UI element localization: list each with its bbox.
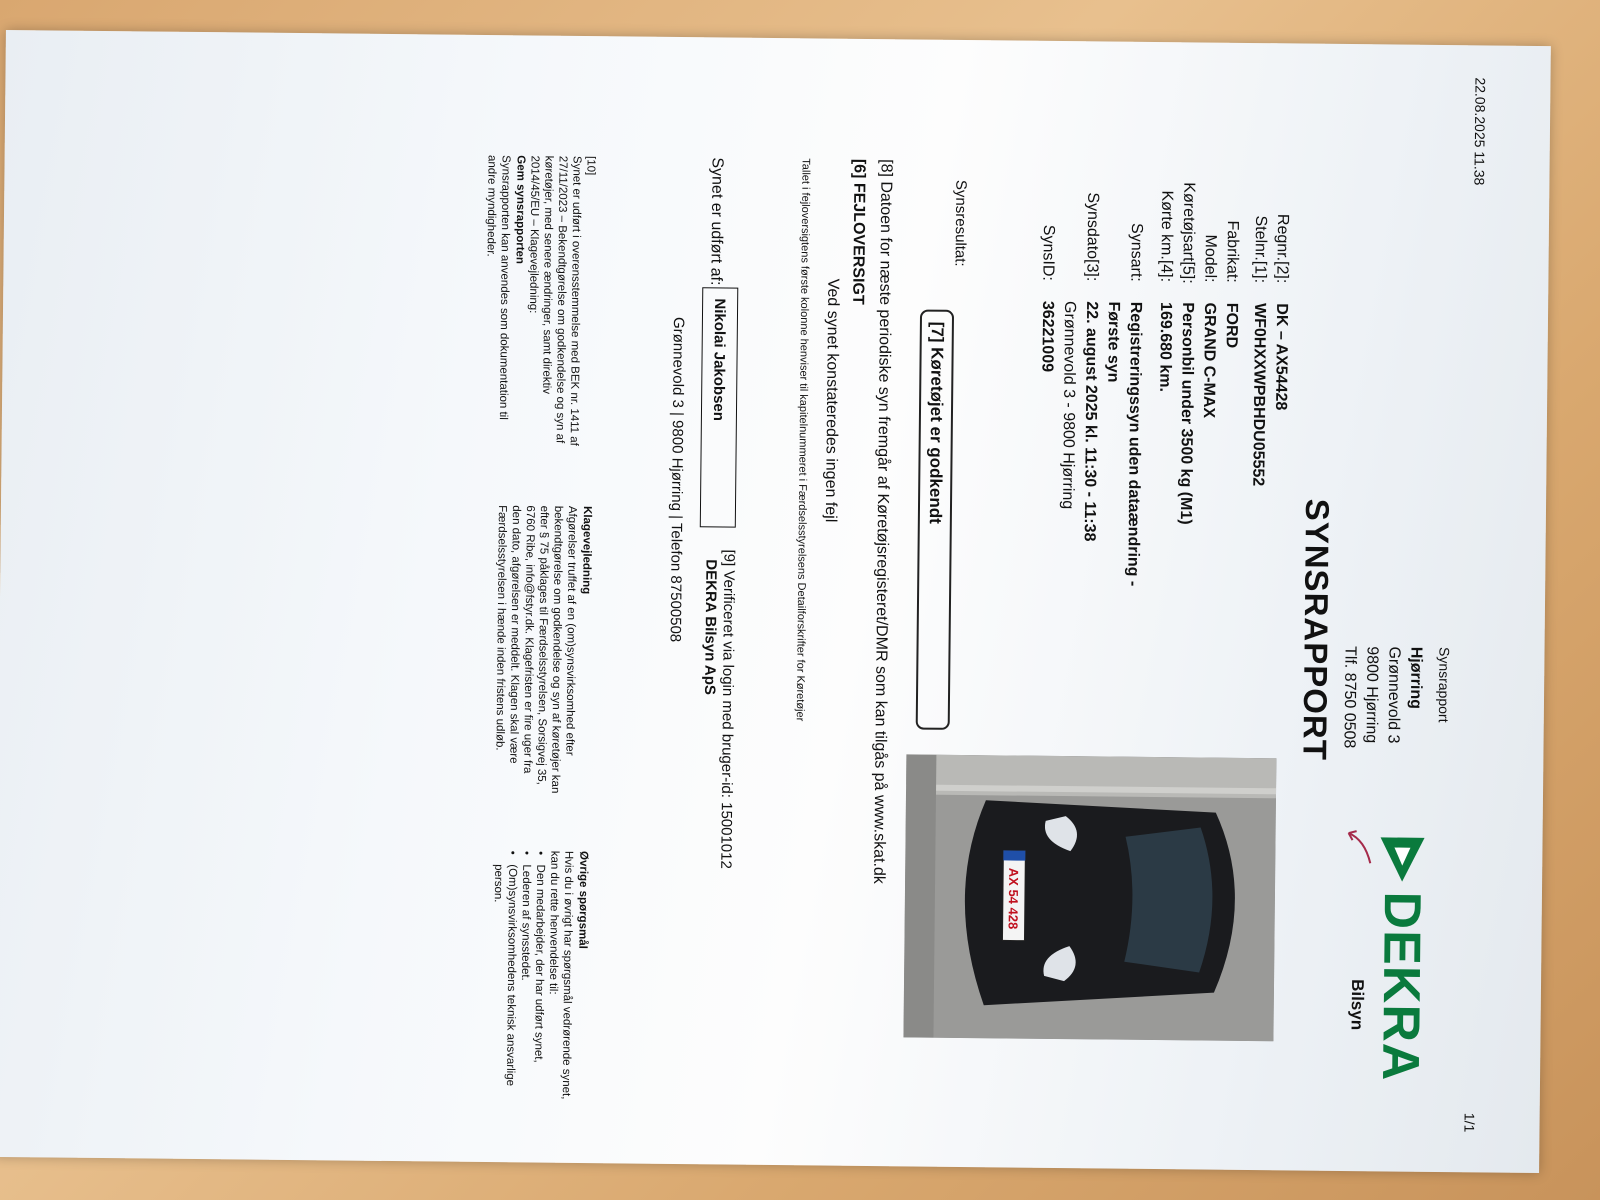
branch-address xyxy=(1337,646,1426,749)
footer-complaint-heading: Klagevejledning xyxy=(580,505,593,595)
company-name: DEKRA Bilsyn ApS xyxy=(701,559,720,696)
dekra-triangle-icon xyxy=(1376,833,1429,886)
synsdato-value: 22. august 2025 kl. 11:30 - 11:38 xyxy=(1080,301,1101,542)
synsart-label: Synsart: xyxy=(1127,223,1145,282)
inspector-label: Synet er udført af: xyxy=(707,157,726,286)
synssted-value: Grønnevold 3 - 9800 Hjørring xyxy=(1058,301,1079,510)
list-item: • Den medarbejder, der har udført synet, xyxy=(531,865,547,1101)
synsid-label: SynsID: xyxy=(1039,224,1057,281)
fabrikat-label: Fabrikat: xyxy=(1223,220,1242,283)
synsart-value-line2: Første syn xyxy=(1104,301,1123,383)
print-timestamp: 22.08.2025 11.38 xyxy=(1471,77,1489,186)
footer-questions-heading: Øvrige spørgsmål xyxy=(576,850,590,949)
stelnr-label: Stelnr.[1]: xyxy=(1251,215,1270,284)
inspector-name-box: Nikolai Jakobsen xyxy=(700,287,739,527)
footer-ref: [10] xyxy=(584,156,597,176)
synsart-value-line1: Registreringssyn uden dataændring - xyxy=(1124,301,1145,587)
footer-save-text: Synsrapporten kan anvendes som dokumentation til andre myndigheder. xyxy=(484,154,512,420)
verification-text xyxy=(698,549,737,869)
car-front-image xyxy=(903,754,1276,1041)
header-small-title: Synsrapport xyxy=(1435,646,1453,723)
vehicle-photo xyxy=(903,754,1276,1041)
paper xyxy=(0,30,1551,1173)
stelnr-value: WF0HXXWPBHDU05552 xyxy=(1249,302,1269,487)
footer-column-complaints xyxy=(492,505,594,796)
fabrikat-value: FORD xyxy=(1222,302,1241,349)
document-sheet xyxy=(0,30,1551,1173)
result-label: Synsresultat: xyxy=(951,179,970,267)
footer-questions-text: Hvis du i øvrigt har spørgsmål vedrørende synet, kan du rette henvendelse til: xyxy=(546,850,575,1100)
list-item: • (Om)synsvirksomhedens teknisk ansvarlige person. xyxy=(489,864,519,1100)
list-item: • Lederen af synsstedet. xyxy=(517,864,533,1100)
no-faults-text: Ved synet konstateredes ingen fejl xyxy=(821,278,842,523)
footer-save-heading: Gem synsrapporten xyxy=(513,155,527,265)
model-value: GRAND C-MAX xyxy=(1199,302,1219,419)
footer-column-legal xyxy=(482,155,598,446)
branch-street: Grønnevold 3 xyxy=(1384,646,1403,744)
result-status-box: [7] Køretøjet er godkendt xyxy=(916,310,954,730)
km-label: Kørte km.[4]: xyxy=(1157,190,1176,283)
synsid-value: 36221009 xyxy=(1038,300,1057,373)
page-number: 1/1 xyxy=(1461,1112,1478,1133)
fault-overview-title: [6] FEJLOVERSIGT xyxy=(849,158,868,305)
inspection-report-page xyxy=(0,30,1551,1173)
footer-legal-text: Synet er udført i overensstemmelse med BEK nr. 1411 af 27/11/2023 – Bekendtgørelse om godkendelse og syn af køretøjer, med senere ændringer, samt direktiv 2014/45/EU – Klagevejledning: xyxy=(527,155,583,446)
branch-name: Hjørring xyxy=(1406,646,1425,710)
km-value: 169.680 km. xyxy=(1156,302,1175,393)
fault-reference-note: Tallet i fejloversigtens første kolonne henviser til kapitelnummeret i Færdselsstyrelsens Detailforskrifter for Køretøjer xyxy=(793,158,812,722)
vehicle-type-label: Køretøjsart[5]: xyxy=(1179,182,1198,284)
signature-mark xyxy=(1344,827,1374,867)
next-inspection-note: [8] Datoen for næste periodiske syn fremgår af Køretøjsregisteret/DMR som kan tilgås på www.skat.dk xyxy=(870,159,895,884)
regnr-label: Regnr.[2]: xyxy=(1273,213,1292,284)
branch-city: 9800 Hjørring xyxy=(1362,646,1381,744)
vehicle-type-value: Personbil under 3500 kg (M1) xyxy=(1176,302,1197,525)
footer-complaint-text: Afgørelser truffet af en (om)synsvirksomhed efter bekendtgørelse om godkendelse og syn af køretøjer kan efter § 75 påklages til Færdselsstyrelsen, Sorsigvej 35, 6760 Ribe, info@fstyr.dk. Klagefristen er fire uger fra den dato, afgørelsen er meddelt. Klagen skal være Færdselsstyrelsen i hænde inden fristens udløb. xyxy=(493,505,578,794)
model-label: Model: xyxy=(1201,234,1219,283)
synsdato-label: Synsdato[3]: xyxy=(1083,192,1102,282)
inspection-site-address: Grønnevold 3 | 9800 Hjørring | Telefon 87500508 xyxy=(666,316,687,643)
page-title: SYNSRAPPORT xyxy=(1296,498,1337,762)
branch-phone: Tlf. 8750 0508 xyxy=(1340,645,1359,749)
dekra-logo xyxy=(1323,829,1435,1082)
logo-wordmark: DEKRA xyxy=(1371,891,1431,1082)
plate-text: AX 54 428 xyxy=(1005,867,1022,930)
vehicle-details xyxy=(1035,181,1292,587)
verification-line: [9] Verificeret via login med bruger-id: 15001012 xyxy=(717,549,738,869)
footer-contact-list xyxy=(489,850,548,1101)
regnr-value: DK – AX54428 xyxy=(1272,303,1291,411)
logo-subtitle: Bilsyn xyxy=(1347,979,1368,1031)
footer-column-questions xyxy=(489,850,591,1101)
